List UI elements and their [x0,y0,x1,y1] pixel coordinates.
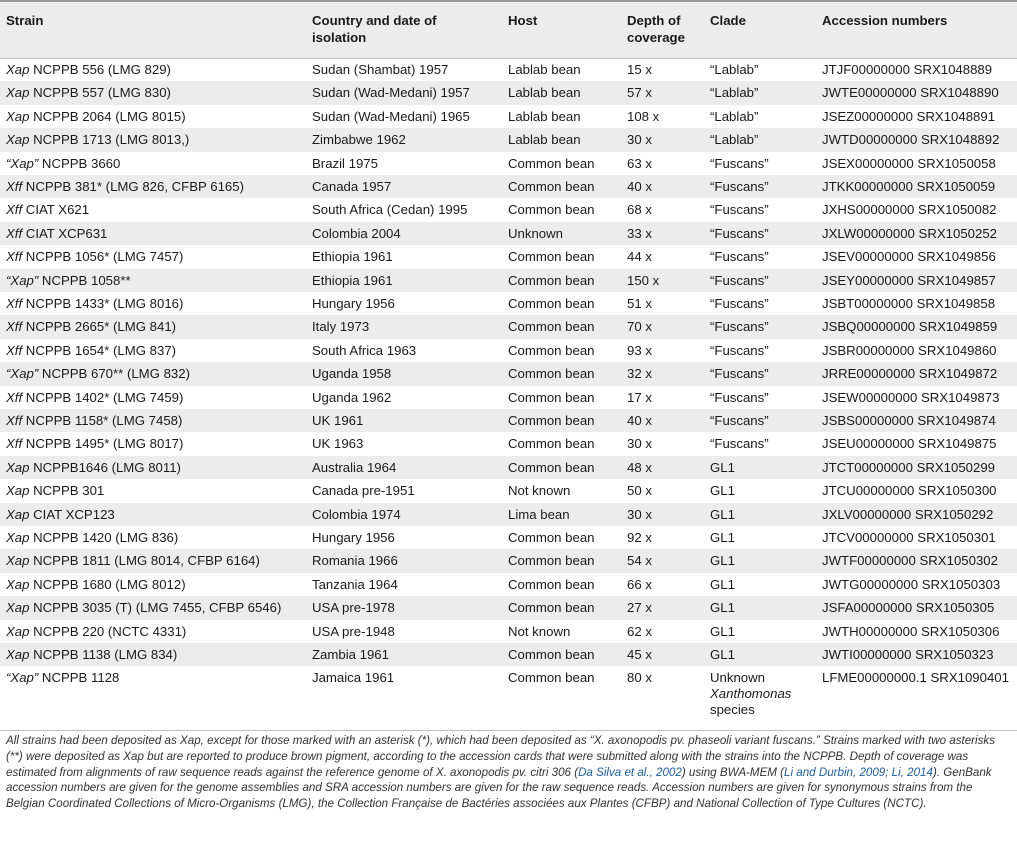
depth-cell: 33 x [627,225,652,241]
accession-cell: JTCT00000000 SRX1050299 [822,459,996,475]
accession-cell: JSEX00000000 SRX1050058 [822,155,996,171]
accession-cell: JTCU00000000 SRX1050300 [822,483,997,499]
clade-cell: “Fuscans” [710,272,769,288]
table-row [0,409,1017,432]
accession-cell: JSEU00000000 SRX1049875 [822,436,997,452]
host-cell: Common bean [508,296,595,311]
depth-cell: 30 x [627,506,652,522]
accession-cell: JWTF00000000 SRX1050302 [822,553,998,569]
clade-cell: “Lablab” [710,108,759,124]
accession-cell: JXLV00000000 SRX1050292 [822,506,994,522]
strain-id: NCPPB 1420 (LMG 836) [29,530,179,545]
host-cell: Common bean [508,249,595,265]
strain-cell [6,85,171,101]
strain-prefix: Xap [6,530,30,545]
country-date-cell: UK 1963 [312,436,364,452]
strain-id: NCPPB 557 (LMG 830) [29,85,171,101]
strain-cell [6,553,260,569]
strain-cell [6,226,107,242]
strain-prefix: Xff [6,436,23,452]
strain-prefix: Xff [6,413,23,428]
strain-prefix: Xap [6,483,30,499]
strain-cell [6,156,120,172]
strain-prefix: Xff [6,296,23,311]
host-cell: Common bean [508,366,595,382]
footnote-text-1: All strains had been deposited as Xap, except for those marked with an asterisk (*), which had been deposited as “X. axonopodis pv. phaseoli variant fuscans.” Strains marked with two asterisks (**) were deposited as Xap but are reported to produce brown pigment, according to the accession cards that were submitted along with the strains into the NCPPB. Depth of coverage was estimated from alignments of raw sequence reads against the reference genome of X. axonopodis pv. citri 306 ( [6,734,995,779]
strain-cell [6,343,176,359]
accession-cell: JSBS00000000 SRX1049874 [822,413,996,428]
citation-link-da-silva[interactable]: Da Silva et al., 2002 [578,765,682,779]
depth-cell: 50 x [627,483,652,499]
clade-cell: GL1 [710,647,735,662]
strain-id: NCPPB 1654* (LMG 837) [22,342,177,358]
host-cell: Common bean [508,600,595,616]
depth-cell: 40 x [627,179,652,194]
table-header [0,0,1017,59]
strain-id: NCPPB 2064 (LMG 8015) [29,108,186,124]
country-date-cell: Romania 1966 [312,553,398,569]
clade-cell: GL1 [710,623,735,639]
host-cell: Common bean [508,202,595,218]
table-row [0,269,1017,292]
table-row [0,292,1017,315]
accession-cell: JSBQ00000000 SRX1049859 [822,319,998,335]
strain-cell [6,507,115,523]
depth-cell: 17 x [627,389,652,405]
country-date-cell: UK 1961 [312,413,364,428]
table-row [0,526,1017,549]
depth-cell: 30 x [627,132,652,148]
strain-id: NCPPB 1056* (LMG 7457) [22,249,184,265]
strain-prefix: Xff [6,389,23,405]
strain-cell [6,132,189,148]
host-cell: Unknown [508,225,563,241]
header-host: Host [508,13,538,28]
depth-cell: 30 x [627,436,652,452]
host-cell: Lablab bean [508,62,581,77]
strain-cell [6,109,186,125]
table-row [0,386,1017,409]
accession-cell: JSEZ00000000 SRX1048891 [822,108,996,124]
strain-prefix: “Xap” [6,272,39,288]
clade-cell: “Fuscans” [710,249,769,265]
clade-cell: GL1 [710,600,735,616]
strain-id: CIAT XCP631 [22,225,108,241]
host-cell: Common bean [508,553,595,569]
strain-id: CIAT XCP123 [29,506,115,522]
footnote-rule [0,730,1017,731]
citation-link-li-durbin[interactable]: Li and Durbin, 2009; Li, 2014 [784,765,933,779]
strain-id: NCPPB 3660 [38,155,121,171]
table-row [0,362,1017,385]
clade-line: Unknown [710,670,765,686]
strain-id: NCPPB 1433* (LMG 8016) [22,296,184,311]
clade-cell: “Fuscans” [710,436,769,452]
strain-prefix: Xap [6,85,30,101]
country-date-cell: Zambia 1961 [312,647,389,662]
table-row [0,503,1017,526]
host-cell: Common bean [508,155,595,171]
depth-cell: 15 x [627,62,652,77]
strain-id: NCPPB 301 [29,483,105,499]
accession-cell: JWTE00000000 SRX1048890 [822,85,999,101]
accession-cell: JSEW00000000 SRX1049873 [822,389,1000,405]
strain-id: NCPPB 3035 (T) (LMG 7455, CFBP 6546) [29,600,282,616]
clade-cell: “Lablab” [710,62,759,77]
strain-id: NCPPB 1138 (LMG 834) [29,647,178,662]
table-row [0,596,1017,619]
table-row [0,643,1017,666]
strain-id: NCPPB 2665* (LMG 841) [22,319,177,335]
accession-cell: JWTG00000000 SRX1050303 [822,576,1001,592]
strain-prefix: Xap [6,553,30,569]
country-date-cell: South Africa (Cedan) 1995 [312,202,468,218]
country-date-cell: Italy 1973 [312,319,370,335]
country-date-cell: Sudan (Wad-Medani) 1965 [312,108,470,124]
strain-id: NCPPB1646 (LMG 8011) [29,459,181,475]
clade-cell: “Fuscans” [710,342,769,358]
strain-id: NCPPB 1495* (LMG 8017) [22,436,184,452]
host-cell: Common bean [508,342,595,358]
table-row [0,456,1017,479]
clade-cell: GL1 [710,530,735,545]
header-clade: Clade [710,13,746,28]
strain-id: NCPPB 1713 (LMG 8013,) [29,132,190,148]
clade-cell: GL1 [710,459,735,475]
strain-prefix: Xff [6,249,23,265]
clade-cell: GL1 [710,576,735,592]
clade-cell [710,670,820,718]
accession-cell: JSEY00000000 SRX1049857 [822,272,996,288]
depth-cell: 27 x [627,600,652,616]
strain-id: NCPPB 1402* (LMG 7459) [22,389,184,405]
country-date-cell: Ethiopia 1961 [312,249,393,265]
accession-cell: JWTH00000000 SRX1050306 [822,623,1000,639]
footnote-text-2: ) using BWA-MEM ( [681,765,785,779]
accession-cell: JWTI00000000 SRX1050323 [822,647,994,662]
country-date-cell: Uganda 1958 [312,366,392,382]
country-date-cell: Tanzania 1964 [312,576,398,592]
host-cell: Lablab bean [508,85,581,101]
table-row [0,620,1017,643]
strain-id: NCPPB 1811 (LMG 8014, CFBP 6164) [29,553,260,569]
strain-cell [6,624,186,640]
host-cell: Common bean [508,530,595,545]
strain-prefix: Xff [6,179,23,194]
strain-cell [6,577,186,593]
strain-prefix: Xff [6,342,23,358]
top-rule [0,0,1017,2]
strain-prefix: Xap [6,132,30,148]
country-date-cell: USA pre-1978 [312,600,395,616]
strain-cell [6,600,281,616]
depth-cell: 93 x [627,342,652,358]
strain-prefix: Xff [6,225,23,241]
clade-cell: “Fuscans” [710,366,769,382]
strain-cell [6,436,183,452]
clade-cell: “Fuscans” [710,179,769,194]
accession-cell: JSBR00000000 SRX1049860 [822,342,997,358]
depth-cell: 45 x [627,647,652,662]
strain-prefix: Xap [6,108,30,124]
host-cell: Lablab bean [508,108,581,124]
clade-cell: “Fuscans” [710,155,769,171]
depth-cell: 66 x [627,576,652,592]
accession-cell: JTKK00000000 SRX1050059 [822,179,996,194]
strain-cell [6,390,183,406]
country-date-cell: Brazil 1975 [312,155,378,171]
depth-cell: 80 x [627,670,652,686]
clade-cell: GL1 [710,506,735,522]
strain-cell [6,62,171,78]
depth-cell: 57 x [627,85,652,101]
accession-cell: JXHS00000000 SRX1050082 [822,202,997,218]
host-cell: Not known [508,483,571,499]
country-date-cell: Australia 1964 [312,459,397,475]
country-date-cell: Sudan (Wad-Medani) 1957 [312,85,470,101]
table-row [0,432,1017,455]
clade-cell: GL1 [710,483,735,499]
strain-prefix: Xff [6,319,23,335]
host-cell: Common bean [508,576,595,592]
country-date-cell: USA pre-1948 [312,623,395,639]
depth-cell: 108 x [627,108,660,124]
clade-cell: “Fuscans” [710,202,769,218]
clade-cell: “Lablab” [710,132,759,148]
header-country-date: Country and date of isolation [312,13,437,45]
country-date-cell: Jamaica 1961 [312,670,395,686]
table-row [0,549,1017,572]
clade-cell: “Fuscans” [710,389,769,405]
accession-cell: JTCV00000000 SRX1050301 [822,530,996,545]
host-cell: Common bean [508,319,595,335]
country-date-cell: Sudan (Shambat) 1957 [312,62,449,77]
table-row [0,81,1017,104]
table-row [0,479,1017,502]
strain-cell [6,483,104,499]
strain-id: NCPPB 1128 [38,670,120,686]
strain-prefix: Xap [6,506,30,522]
strain-cell [6,249,183,265]
table-row [0,573,1017,596]
strain-prefix: “Xap” [6,366,39,382]
clade-cell: GL1 [710,553,735,569]
table-row [0,245,1017,268]
table-row [0,152,1017,175]
table-row [0,666,1017,726]
country-date-cell: Ethiopia 1961 [312,272,393,288]
table-row [0,175,1017,198]
strain-cell [6,319,176,335]
host-cell: Lima bean [508,506,570,522]
strain-prefix: Xap [6,62,30,77]
table-row [0,222,1017,245]
host-cell: Common bean [508,389,595,405]
country-date-cell: Colombia 1974 [312,506,401,522]
depth-cell: 150 x [627,272,660,288]
strain-cell [6,647,177,663]
strain-id: NCPPB 670** (LMG 832) [38,366,190,382]
header-depth: Depth of coverage [627,13,685,45]
strain-prefix: Xap [6,623,30,639]
country-date-cell: Colombia 2004 [312,225,401,241]
host-cell: Common bean [508,272,595,288]
host-cell: Common bean [508,670,595,686]
strain-prefix: Xap [6,600,30,616]
table-row [0,339,1017,362]
strain-cell [6,366,190,382]
depth-cell: 62 x [627,623,652,639]
host-cell: Common bean [508,179,595,194]
depth-cell: 92 x [627,530,652,545]
depth-cell: 44 x [627,249,652,265]
header-accession: Accession numbers [822,13,948,28]
strain-cell [6,273,131,289]
strain-prefix: “Xap” [6,670,39,686]
depth-cell: 68 x [627,202,652,218]
strain-cell [6,670,119,686]
clade-cell: “Lablab” [710,85,759,101]
depth-cell: 48 x [627,459,652,475]
accession-cell: JXLW00000000 SRX1050252 [822,225,997,241]
depth-cell: 70 x [627,319,652,335]
footnote-text-3: ). GenBank accession numbers are given for the genome assemblies and SRA accession numbers are given for the raw sequence reads. Accession numbers are given for synonymous strains from the Belgian Coordinated Collections of Micro-Organisms (LMG), the Collection Française de Bactéries associées aux Plantes (CFBP) and National Collection of Type Cultures (NCTC). [6,765,992,810]
country-date-cell: Hungary 1956 [312,530,395,545]
country-date-cell: Canada pre-1951 [312,483,415,499]
table-row [0,315,1017,338]
host-cell: Common bean [508,647,595,662]
country-date-cell: Hungary 1956 [312,296,395,311]
accession-cell: JSEV00000000 SRX1049856 [822,249,996,265]
host-cell: Lablab bean [508,132,581,148]
strain-id: NCPPB 556 (LMG 829) [29,62,171,77]
strain-prefix: Xap [6,576,30,592]
accession-cell: JRRE00000000 SRX1049872 [822,366,998,382]
strain-id: NCPPB 381* (LMG 826, CFBP 6165) [22,179,244,194]
host-cell: Common bean [508,459,595,475]
strain-prefix: Xff [6,202,23,218]
clade-line-genus: Xanthomonas [710,686,792,702]
clade-cell: “Fuscans” [710,225,769,241]
strain-id: NCPPB 1058** [38,272,131,288]
clade-cell: “Fuscans” [710,296,769,311]
country-date-cell: Canada 1957 [312,179,392,194]
strain-id: NCPPB 1680 (LMG 8012) [29,576,186,592]
host-cell: Common bean [508,413,595,428]
country-date-cell: Zimbabwe 1962 [312,132,406,148]
country-date-cell: South Africa 1963 [312,342,417,358]
depth-cell: 63 x [627,155,652,171]
accession-cell: LFME00000000.1 SRX1090401 [822,670,1009,686]
strain-cell [6,460,181,476]
depth-cell: 32 x [627,366,652,382]
depth-cell: 40 x [627,413,652,428]
clade-cell: “Fuscans” [710,319,769,335]
depth-cell: 54 x [627,553,652,569]
table-row [0,128,1017,151]
host-cell: Common bean [508,436,595,452]
strain-prefix: “Xap” [6,155,39,171]
strain-prefix: Xap [6,459,30,475]
accession-cell: JTJF00000000 SRX1048889 [822,62,993,77]
accession-cell: JWTD00000000 SRX1048892 [822,132,1000,148]
strain-id: NCPPB 220 (NCTC 4331) [29,623,187,639]
host-cell: Not known [508,623,571,639]
clade-cell: “Fuscans” [710,413,769,428]
table-row [0,58,1017,81]
strain-cell [6,179,244,195]
strain-cell [6,530,178,546]
strain-cell [6,202,89,218]
depth-cell: 51 x [627,296,652,311]
table-row [0,198,1017,221]
clade-line-species: species [710,702,755,718]
table-row [0,105,1017,128]
country-date-cell: Uganda 1962 [312,389,392,405]
accession-cell: JSBT00000000 SRX1049858 [822,296,996,311]
table-footnote [6,733,1011,811]
strain-cell [6,413,182,429]
strain-prefix: Xap [6,647,30,662]
header-strain: Strain [6,13,44,28]
strain-cell [6,296,183,312]
strain-id: CIAT X621 [22,202,90,218]
accession-cell: JSFA00000000 SRX1050305 [822,600,995,616]
strain-id: NCPPB 1158* (LMG 7458) [22,413,183,428]
